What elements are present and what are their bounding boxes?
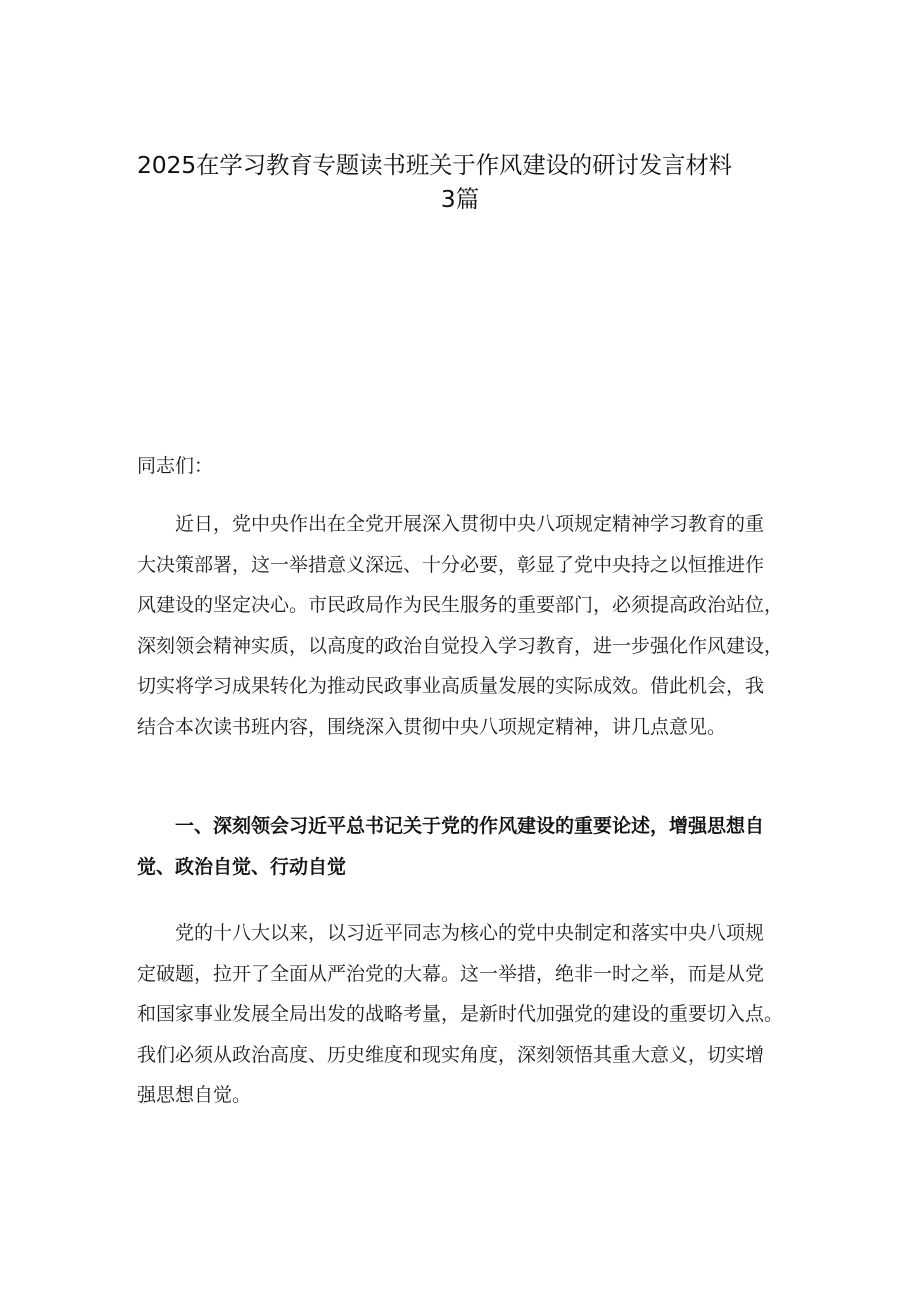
paragraph-line: 深刻领会精神实质，以高度的政治自觉投入学习教育，进一步强化作风建设，: [137, 634, 784, 657]
paragraph-section-1: [137, 913, 797, 1116]
paragraph-line: 风建设的坚定决心。市民政局作为民生服务的重要部门，必须提高政治站位，: [137, 594, 784, 616]
paragraph-line: 党的十八大以来，以习近平同志为核心的党中央制定和落实中央八项规: [175, 922, 765, 944]
paragraph-line: 定破题，拉开了全面从严治党的大幕。这一举措，绝非一时之举，而是从党: [137, 962, 765, 985]
document-title: 2025在学习教育专题读书班关于作风建设的研讨发言材料: [137, 151, 732, 179]
salutation: 同志们：: [137, 455, 214, 477]
section-heading-1: [137, 806, 797, 887]
heading-line: 一、深刻领会习近平总书记关于党的作风建设的重要论述，增强思想自: [175, 815, 765, 837]
paragraph-line: 大决策部署，这一举措意义深远、十分必要，彰显了党中央持之以恒推进作: [137, 553, 765, 576]
paragraph-line: 结合本次读书班内容，围绕深入贯彻中央八项规定精神，讲几点意见。: [137, 715, 727, 738]
paragraph-line: 强思想自觉。: [137, 1084, 252, 1106]
paragraph-intro: [137, 504, 797, 747]
paragraph-line: 我们必须从政治高度、历史维度和现实角度，深刻领悟其重大意义，切实增: [137, 1043, 765, 1066]
document-title-continuation: 3篇: [440, 185, 480, 213]
paragraph-line: 切实将学习成果转化为推动民政事业高质量发展的实际成效。借此机会，我: [137, 675, 765, 697]
heading-line: 觉、政治自觉、行动自觉: [137, 855, 347, 878]
paragraph-line: 近日，党中央作出在全党开展深入贯彻中央八项规定精神学习教育的重: [175, 513, 765, 535]
paragraph-line: 和国家事业发展全局出发的战略考量，是新时代加强党的建设的重要切入点。: [137, 1003, 784, 1025]
